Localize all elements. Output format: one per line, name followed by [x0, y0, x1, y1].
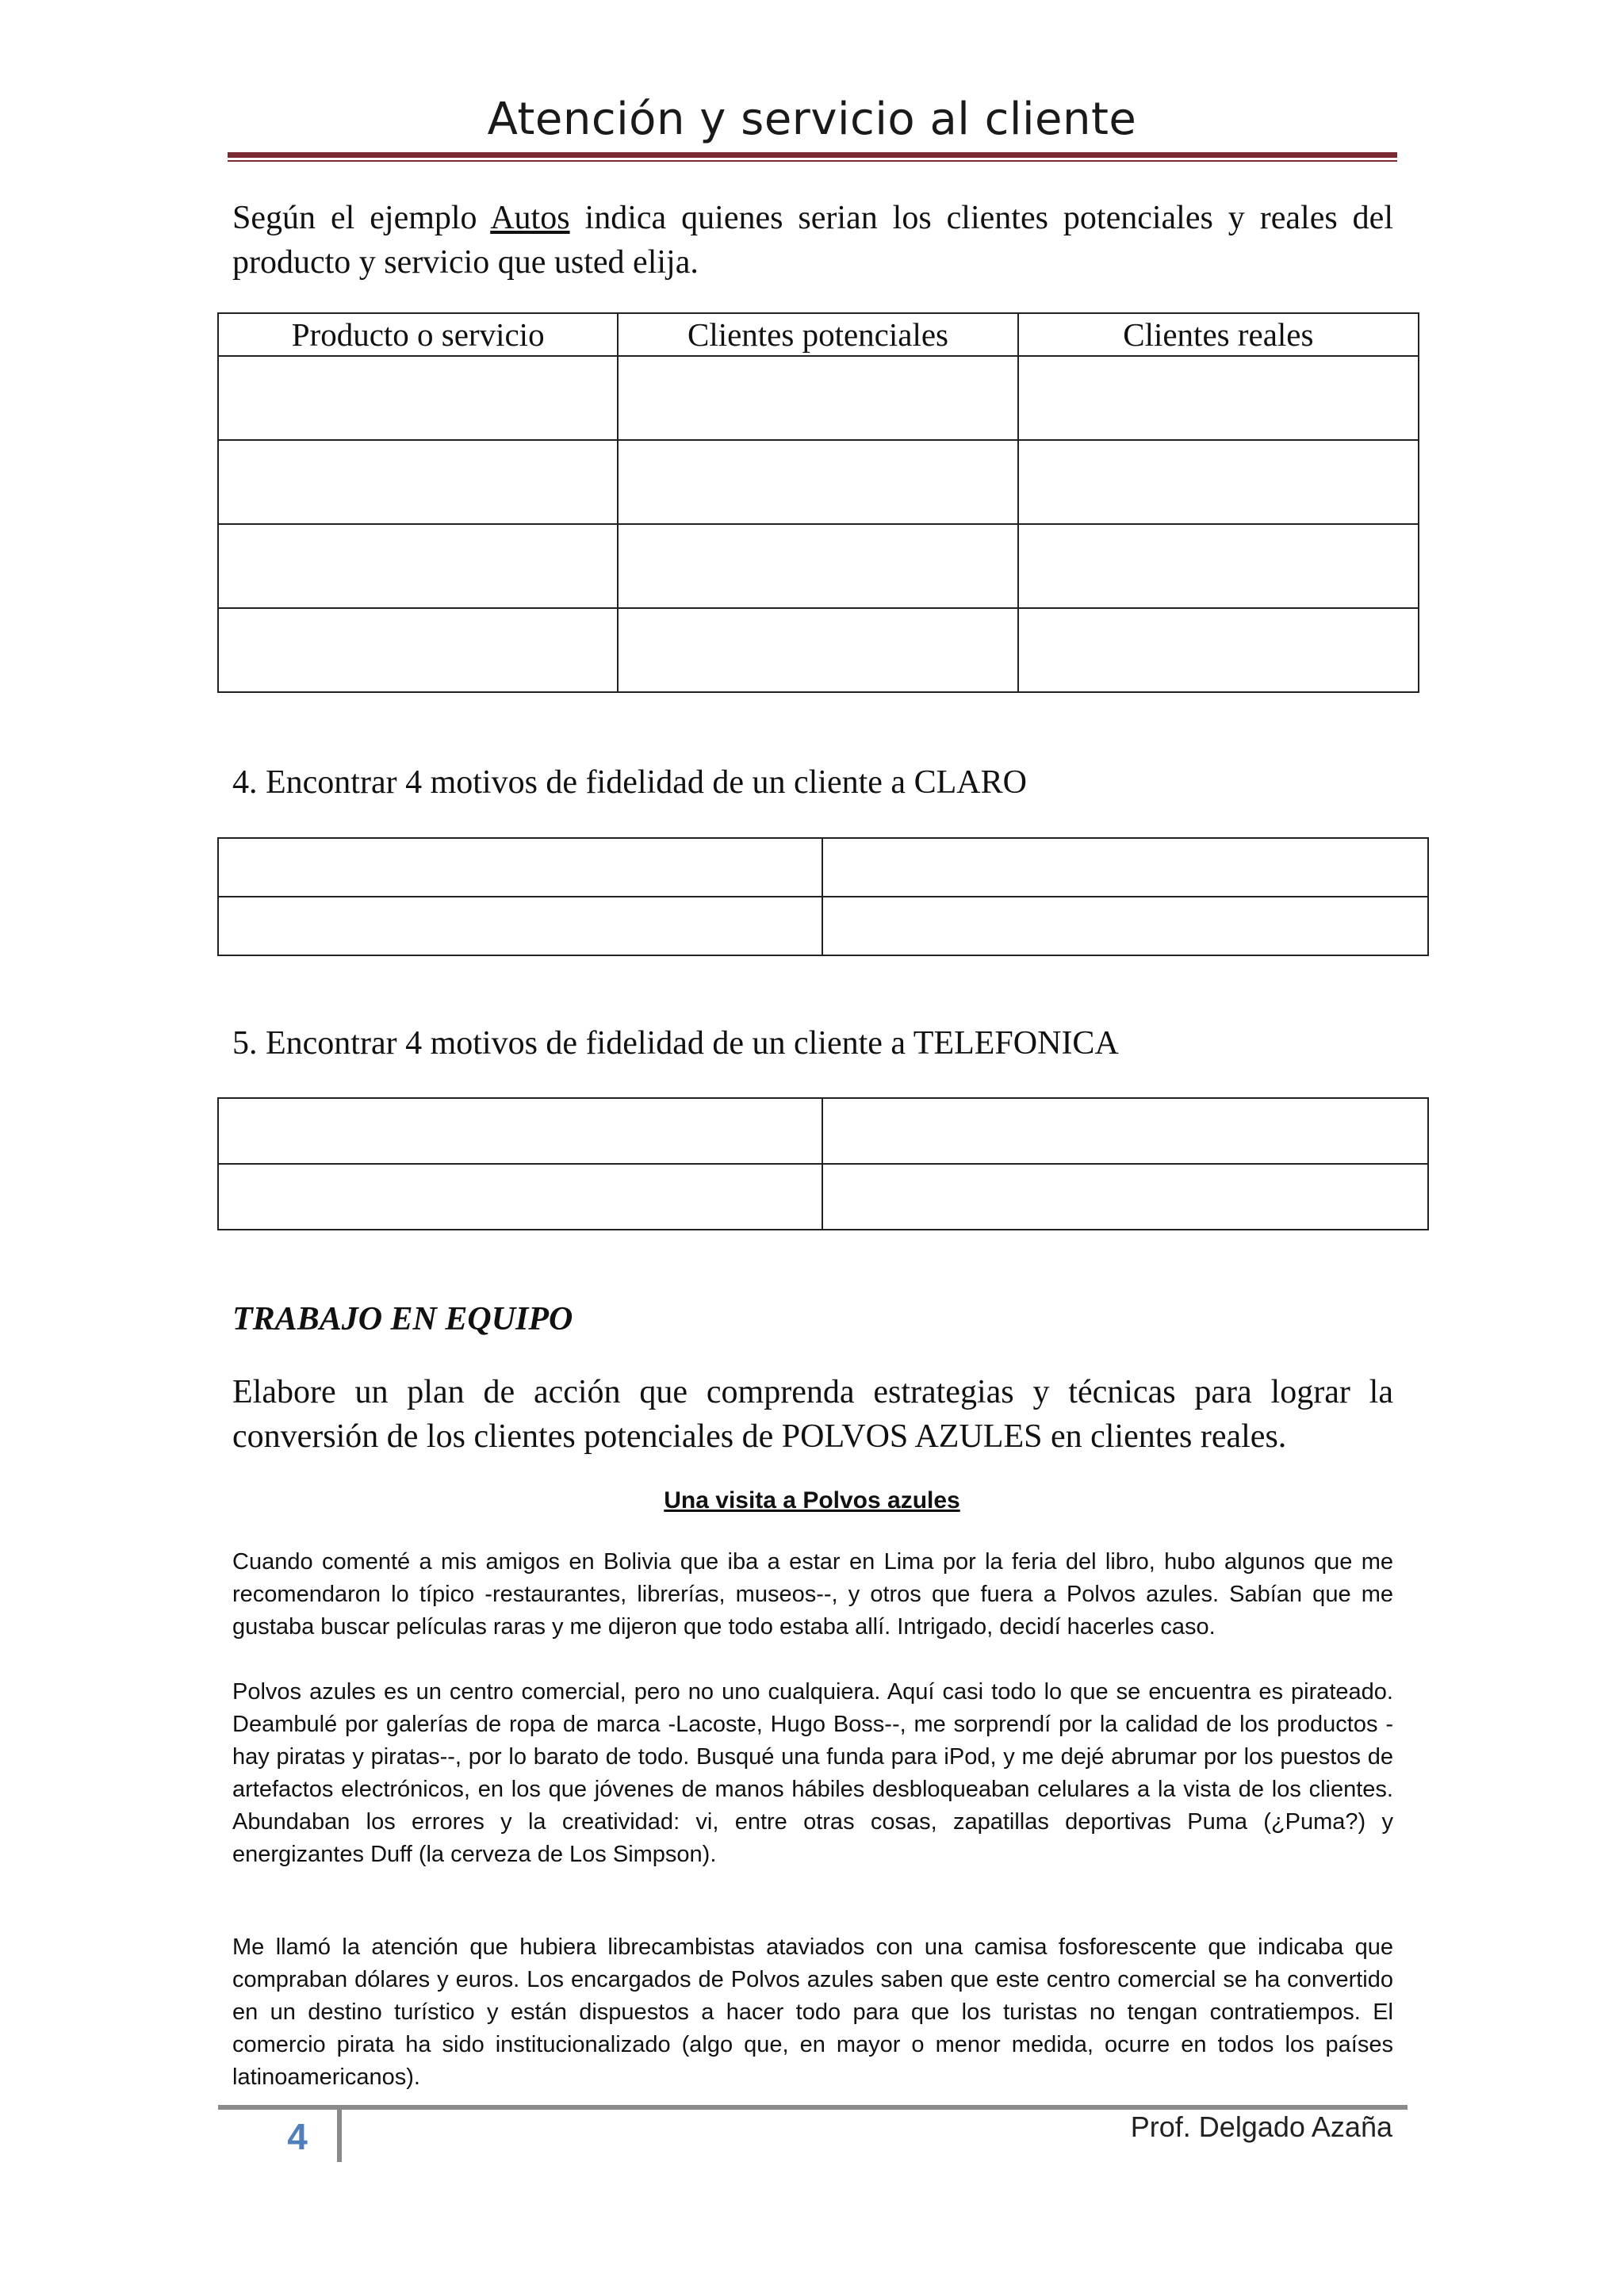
- answer-cell[interactable]: [218, 897, 822, 955]
- footer-vertical-divider: [337, 2110, 342, 2162]
- table-cell[interactable]: [1018, 608, 1419, 692]
- table-row: [218, 608, 1419, 692]
- table-row: [218, 1098, 1428, 1164]
- answer-cell[interactable]: [822, 897, 1428, 955]
- column-header-product: Producto o servicio: [218, 313, 618, 356]
- page-header-title: Atención y servicio al cliente: [487, 94, 1137, 145]
- header-divider-thin: [228, 160, 1397, 162]
- page-number: 4: [287, 2116, 308, 2157]
- question-4-text: 4. Encontrar 4 motivos de fidelidad de un cliente a CLARO: [232, 764, 1027, 801]
- intro-text-before: Según el ejemplo: [232, 200, 491, 236]
- table-cell[interactable]: [218, 608, 618, 692]
- table-cell[interactable]: [1018, 440, 1419, 524]
- table-cell[interactable]: [618, 356, 1017, 440]
- table-row: [218, 356, 1419, 440]
- answer-cell[interactable]: [218, 838, 822, 897]
- table-cell[interactable]: [618, 524, 1017, 608]
- teamwork-heading: TRABAJO EN EQUIPO: [232, 1301, 573, 1337]
- claro-reasons-table: [217, 837, 1429, 956]
- footer-author: Prof. Delgado Azaña: [1130, 2110, 1392, 2143]
- answer-cell[interactable]: [822, 838, 1428, 897]
- column-header-real-clients: Clientes reales: [1018, 313, 1419, 356]
- table-row: [218, 897, 1428, 955]
- reading-paragraph: Me llamó la atención que hubiera librecambistas ataviados con una camisa fosforescente que indicaba que compraban dólares y euros. Los encargados de Polvos azules saben que este centro comercial se ha convertido en un destino turístico y están dispuestos a hacer todo para que los turistas no tengan contratiempos. El comercio pirata ha sido institucionalizado (algo que, en mayor o menor medida, ocurre en todos los países latinoamericanos).: [232, 1934, 1393, 2090]
- table-row: [218, 1164, 1428, 1230]
- table-cell[interactable]: [218, 524, 618, 608]
- intro-text-after: indica quienes serian los clientes potenciales y reales del producto y servicio que usted elija.: [232, 200, 1393, 281]
- teamwork-instruction: Elabore un plan de acción que comprenda estrategias y técnicas para lograr la conversión de los clientes potenciales de POLVOS AZULES en clientes reales.: [232, 1374, 1393, 1455]
- intro-example-word: Autos: [490, 200, 570, 236]
- table-cell[interactable]: [218, 356, 618, 440]
- table-row: [218, 524, 1419, 608]
- table-cell[interactable]: [618, 440, 1017, 524]
- question-5-text: 5. Encontrar 4 motivos de fidelidad de un cliente a TELEFONICA: [232, 1025, 1119, 1062]
- reading-paragraph: Cuando comenté a mis amigos en Bolivia que iba a estar en Lima por la feria del libro, hubo algunos que me recomendaron lo típico -restaurantes, librerías, museos--, y otros que fuera a Polvos azules. Sabían que me gustaba buscar películas raras y me dijeron que todo estaba allí. Intrigado, decidí hacerles caso.: [232, 1549, 1393, 1640]
- column-header-potential-clients: Clientes potenciales: [618, 313, 1017, 356]
- answer-cell[interactable]: [822, 1164, 1428, 1230]
- table-cell[interactable]: [218, 440, 618, 524]
- table-row: [218, 838, 1428, 897]
- table-cell[interactable]: [618, 608, 1017, 692]
- header-divider: [228, 152, 1397, 158]
- intro-paragraph: [232, 196, 1393, 285]
- reading-title: Una visita a Polvos azules: [664, 1487, 960, 1513]
- answer-cell[interactable]: [822, 1098, 1428, 1164]
- clients-table: [217, 312, 1419, 693]
- table-header-row: [218, 313, 1419, 356]
- answer-cell[interactable]: [218, 1098, 822, 1164]
- footer-divider: [218, 2105, 1408, 2110]
- table-row: [218, 440, 1419, 524]
- telefonica-reasons-table: [217, 1097, 1429, 1230]
- table-cell[interactable]: [1018, 356, 1419, 440]
- reading-paragraph: Polvos azules es un centro comercial, pero no uno cualquiera. Aquí casi todo lo que se encuentra es pirateado. Deambulé por galerías de ropa de marca -Lacoste, Hugo Boss--, me sorprendí por la calidad de los productos -hay piratas y piratas--, por lo barato de todo. Busqué una funda para iPod, y me dejé abrumar por los puestos de artefactos electrónicos, en los que jóvenes de manos hábiles desbloqueaban celulares a la vista de los clientes. Abundaban los errores y la creatividad: vi, entre otras cosas, zapatillas deportivas Puma (¿Puma?) y energizantes Duff (la cerveza de Los Simpson).: [232, 1679, 1393, 1867]
- table-cell[interactable]: [1018, 524, 1419, 608]
- answer-cell[interactable]: [218, 1164, 822, 1230]
